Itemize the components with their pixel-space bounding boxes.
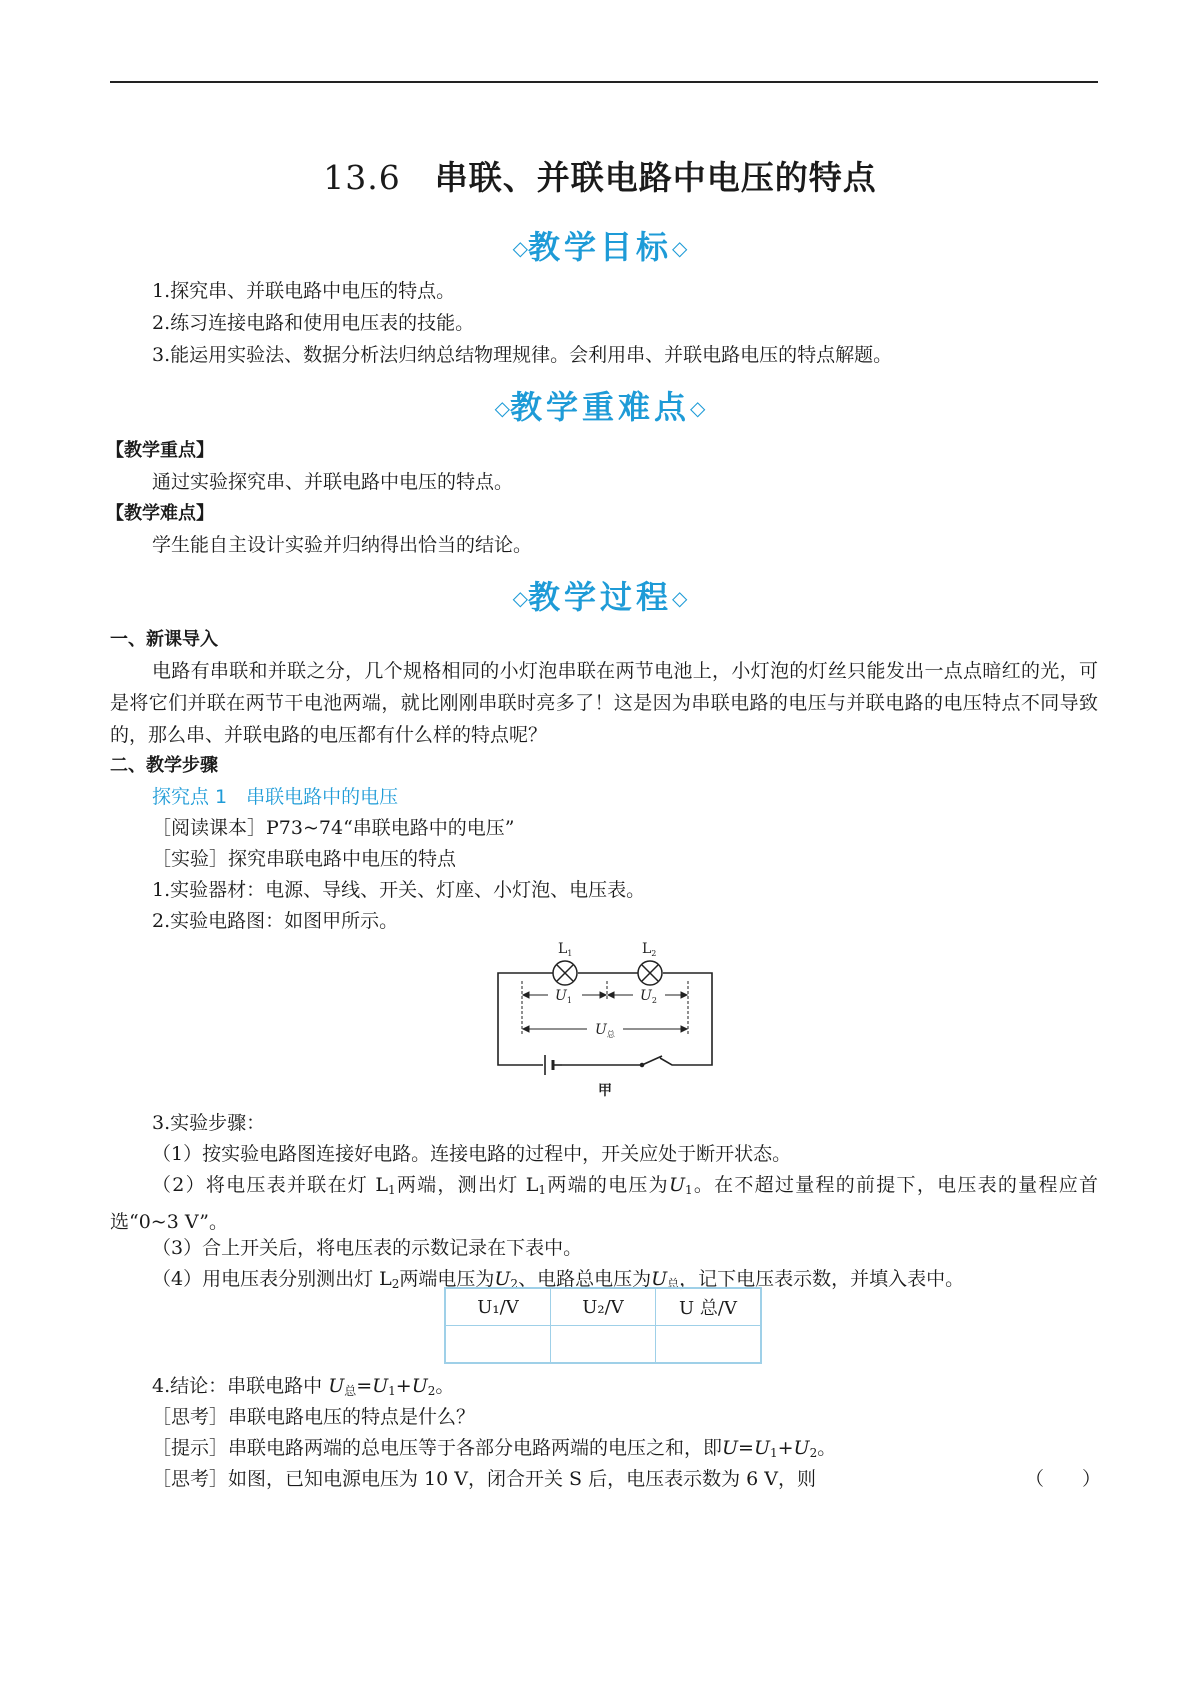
table-row	[445, 1326, 761, 1364]
diamond-icon: ◇	[690, 396, 706, 420]
diamond-icon: ◇	[672, 236, 688, 260]
procedure-heading: 3.实验步骤：	[152, 1112, 266, 1134]
difficulty-text: 学生能自主设计实验并归纳得出恰当的结论。	[152, 534, 533, 556]
intro-heading: 一、新课导入	[110, 629, 218, 650]
explore-point-title: 探究点 1 串联电路中的电压	[152, 786, 399, 808]
utotal-label: $U_总$	[595, 1022, 615, 1039]
section-objectives: ◇教学目标◇	[512, 228, 688, 266]
lamp-l2-label: $L_2$	[642, 941, 657, 958]
section-key-points: ◇教学重难点◇	[494, 388, 706, 426]
lamp-l2-icon	[638, 961, 662, 985]
think-2: ［思考］如图，已知电源电压为 10 V，闭合开关 S 后，电压表示数为 6 V，则	[152, 1468, 816, 1490]
focus-label: 【教学重点】	[106, 440, 214, 461]
difficulty-label: 【教学难点】	[106, 503, 214, 524]
header-rule	[110, 81, 1098, 83]
think-1: ［思考］串联电路电压的特点是什么？	[152, 1406, 476, 1428]
table-header-row	[445, 1288, 761, 1326]
table-header-u2: U₂/V	[551, 1288, 656, 1326]
step-4: （4）用电压表分别测出灯 $L_2$两端电压为$U_2$、电路总电压为$U_总$，记下电压表示数，并填入表中。	[152, 1268, 965, 1291]
table-cell-u2	[551, 1326, 656, 1364]
conclusion: 4.结论：串联电路中 $U_总=U_1+U_2$。	[152, 1375, 455, 1398]
experiment-title: ［实验］探究串联电路中电压的特点	[152, 848, 457, 870]
step-3: （3）合上开关后，将电压表的示数记录在下表中。	[152, 1237, 583, 1259]
steps-heading: 二、教学步骤	[110, 755, 218, 776]
u1-label: $U_1$	[555, 988, 572, 1005]
table-cell-u1	[445, 1326, 551, 1364]
section-process: ◇教学过程◇	[512, 578, 688, 616]
table-header-u1: U₁/V	[445, 1288, 551, 1326]
step-2: （2）将电压表并联在灯 $L_1$两端，测出灯 $L_1$两端的电压为$U_1$。在不超过量程的前提下，电压表的量程应首选“0~3 V”。	[110, 1174, 1098, 1233]
series-circuit-diagram	[490, 935, 730, 1100]
intro-paragraph: 电路有串联和并联之分，几个规格相同的小灯泡串联在两节电池上，小灯泡的灯丝只能发出一点点暗红的光，可是将它们并联在两节干电池两端，就比刚刚串联时亮多了！这是因为串联电路的电压与并联电路的电压特点不同导致的，那么串、并联电路的电压都有什么样的特点呢？	[110, 660, 1098, 746]
diamond-icon: ◇	[512, 236, 528, 260]
focus-text: 通过实验探究串、并联电路中电压的特点。	[152, 471, 514, 493]
diagram-caption: 甲	[598, 1083, 612, 1099]
diamond-icon: ◇	[494, 396, 510, 420]
page-title: 13.6 串联、并联电路中电压的特点	[323, 158, 877, 197]
objective-3: 3.能运用实验法、数据分析法归纳总结物理规律。会利用串、并联电路电压的特点解题。	[152, 344, 893, 366]
u2-label: $U_2$	[640, 988, 657, 1005]
diagram-ref: 2.实验电路图：如图甲所示。	[152, 910, 399, 932]
lamp-l1-label: $L_1$	[558, 941, 573, 958]
objective-2: 2.练习连接电路和使用电压表的技能。	[152, 312, 475, 334]
table-cell-utotal	[656, 1326, 762, 1364]
diamond-icon: ◇	[672, 586, 688, 610]
equipment: 1.实验器材：电源、导线、开关、灯座、小灯泡、电压表。	[152, 879, 646, 901]
step-1: （1）按实验电路图连接好电路。连接电路的过程中，开关应处于断开状态。	[152, 1143, 792, 1165]
diamond-icon: ◇	[512, 586, 528, 610]
table-header-utotal: U 总/V	[656, 1288, 762, 1326]
hint: ［提示］串联电路两端的总电压等于各部分电路两端的电压之和，即$U=U_1+U_2$。	[152, 1437, 837, 1460]
objective-1: 1.探究串、并联电路中电压的特点。	[152, 280, 456, 302]
read-textbook: ［阅读课本］P73~74“串联电路中的电压”	[152, 817, 515, 839]
answer-blank: （ ）	[1025, 1468, 1102, 1490]
voltage-table	[444, 1287, 762, 1364]
lamp-l1-icon	[553, 961, 577, 985]
